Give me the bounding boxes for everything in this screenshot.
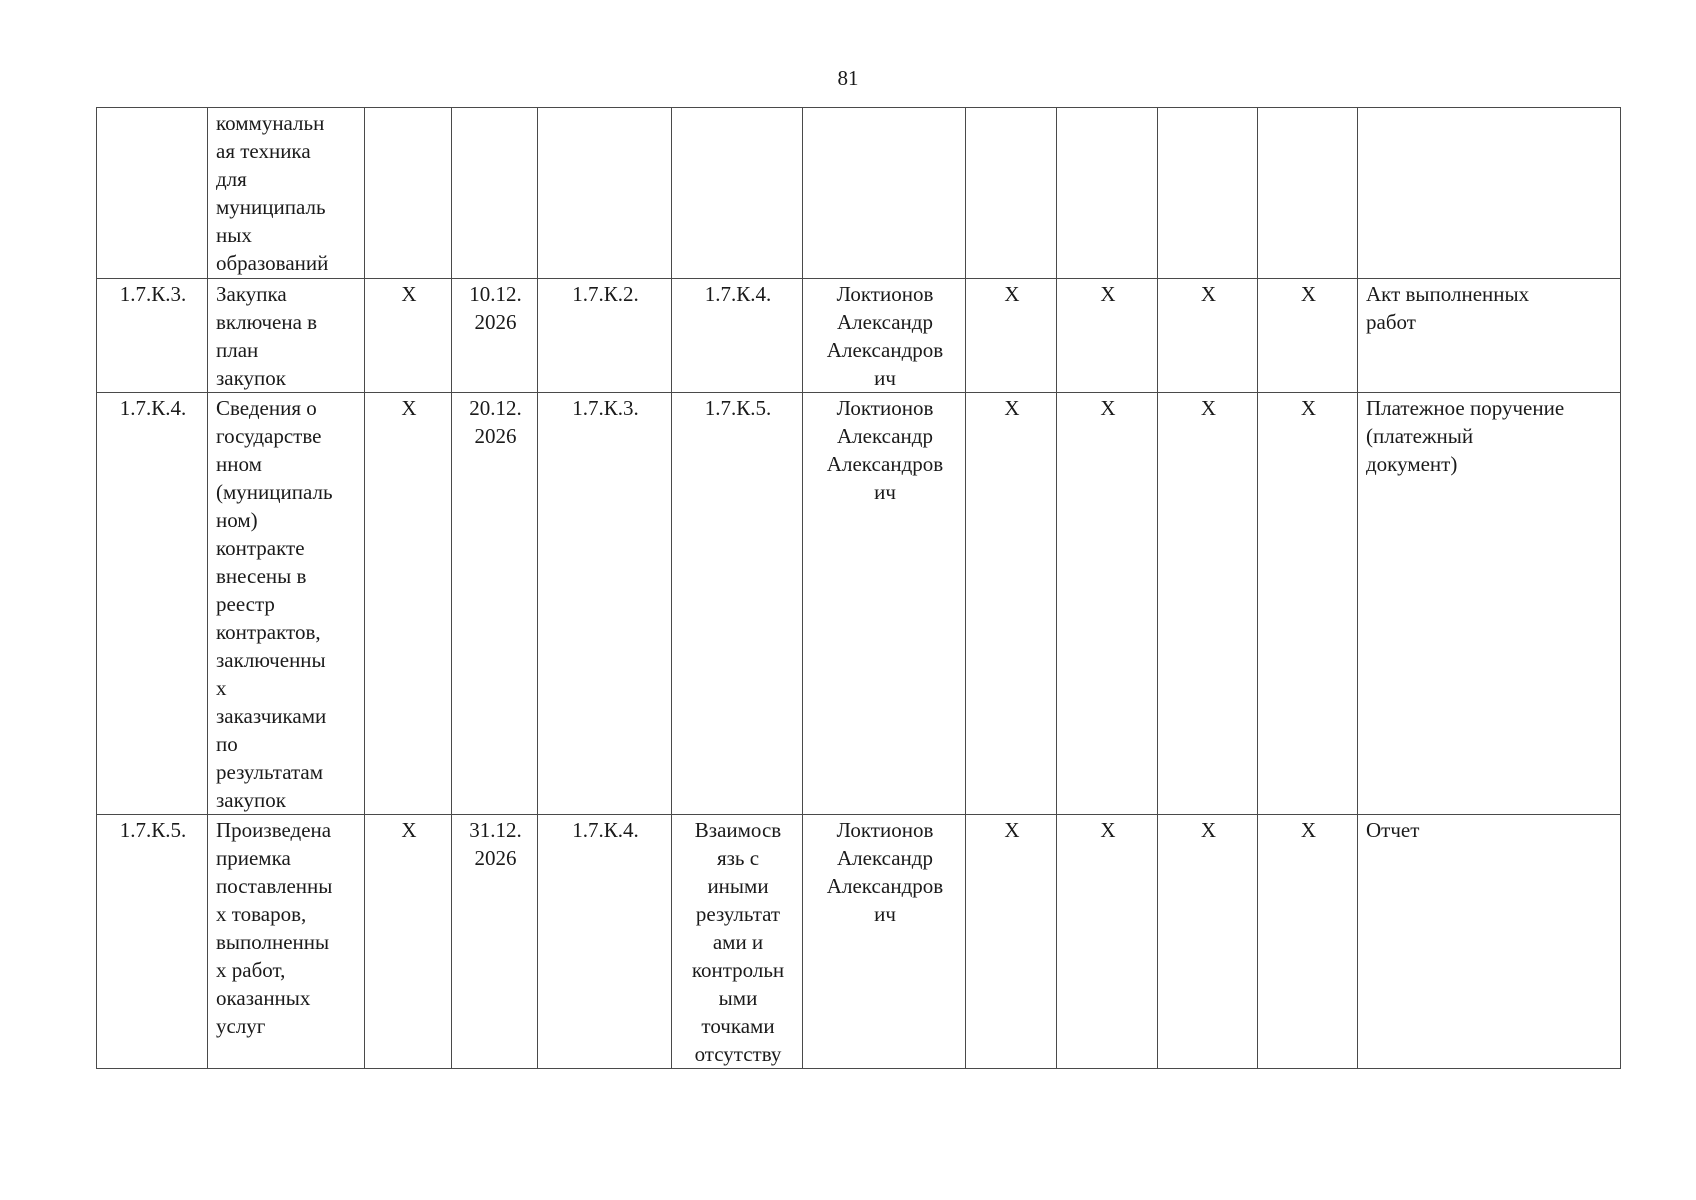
- mark-cell: X: [365, 393, 452, 815]
- document-cell: [1358, 108, 1621, 279]
- mark-cell: X: [1158, 815, 1258, 1069]
- mark-cell: X: [966, 393, 1057, 815]
- responsible-cell: [803, 108, 966, 279]
- due-date-cell: [452, 108, 538, 279]
- mark-cell: X: [1158, 279, 1258, 393]
- responsible-cell: Локтионов Александр Александров ич: [803, 393, 966, 815]
- mark-cell: X: [1258, 393, 1358, 815]
- table-row: [97, 815, 1621, 1069]
- responsible-cell: Локтионов Александр Александров ич: [803, 279, 966, 393]
- mark-cell: X: [1258, 279, 1358, 393]
- mark-cell: X: [966, 815, 1057, 1069]
- document-cell: Отчет: [1358, 815, 1621, 1069]
- mark-cell: X: [1258, 815, 1358, 1069]
- successor-cell: 1.7.К.4.: [672, 279, 803, 393]
- page-number: 81: [837, 66, 859, 90]
- predecessor-cell: 1.7.К.4.: [538, 815, 672, 1069]
- point-description-cell: Сведения о государстве нном (муниципаль ном) контракте внесены в реестр контрактов, заключенны х заказчиками по результатам закупок: [208, 393, 365, 815]
- table-row: [97, 393, 1621, 815]
- point-code-cell: 1.7.К.5.: [97, 815, 208, 1069]
- due-date-cell: 10.12. 2026: [452, 279, 538, 393]
- mark-cell: X: [966, 279, 1057, 393]
- mark-cell: X: [1158, 393, 1258, 815]
- predecessor-cell: [538, 108, 672, 279]
- mark-cell: [1057, 108, 1158, 279]
- point-code-cell: 1.7.К.4.: [97, 393, 208, 815]
- control-points-table: [96, 107, 1621, 1069]
- mark-cell: X: [1057, 393, 1158, 815]
- document-cell: Платежное поручение (платежный документ): [1358, 393, 1621, 815]
- predecessor-cell: 1.7.К.2.: [538, 279, 672, 393]
- table-row: [97, 279, 1621, 393]
- predecessor-cell: 1.7.К.3.: [538, 393, 672, 815]
- point-code-cell: 1.7.К.3.: [97, 279, 208, 393]
- mark-cell: [966, 108, 1057, 279]
- point-code-cell: [97, 108, 208, 279]
- table-row: [97, 108, 1621, 279]
- successor-cell: Взаимосв язь с иными результат ами и контрольн ыми точками отсутству: [672, 815, 803, 1069]
- mark-cell: [1158, 108, 1258, 279]
- mark-cell: X: [365, 279, 452, 393]
- document-cell: Акт выполненных работ: [1358, 279, 1621, 393]
- successor-cell: 1.7.К.5.: [672, 393, 803, 815]
- point-description-cell: коммунальн ая техника для муниципаль ных образований: [208, 108, 365, 279]
- mark-cell: [365, 108, 452, 279]
- due-date-cell: 31.12. 2026: [452, 815, 538, 1069]
- point-description-cell: Произведена приемка поставленны х товаров, выполненны х работ, оказанных услуг: [208, 815, 365, 1069]
- mark-cell: [1258, 108, 1358, 279]
- mark-cell: X: [1057, 279, 1158, 393]
- due-date-cell: 20.12. 2026: [452, 393, 538, 815]
- mark-cell: X: [1057, 815, 1158, 1069]
- responsible-cell: Локтионов Александр Александров ич: [803, 815, 966, 1069]
- point-description-cell: Закупка включена в план закупок: [208, 279, 365, 393]
- mark-cell: X: [365, 815, 452, 1069]
- successor-cell: [672, 108, 803, 279]
